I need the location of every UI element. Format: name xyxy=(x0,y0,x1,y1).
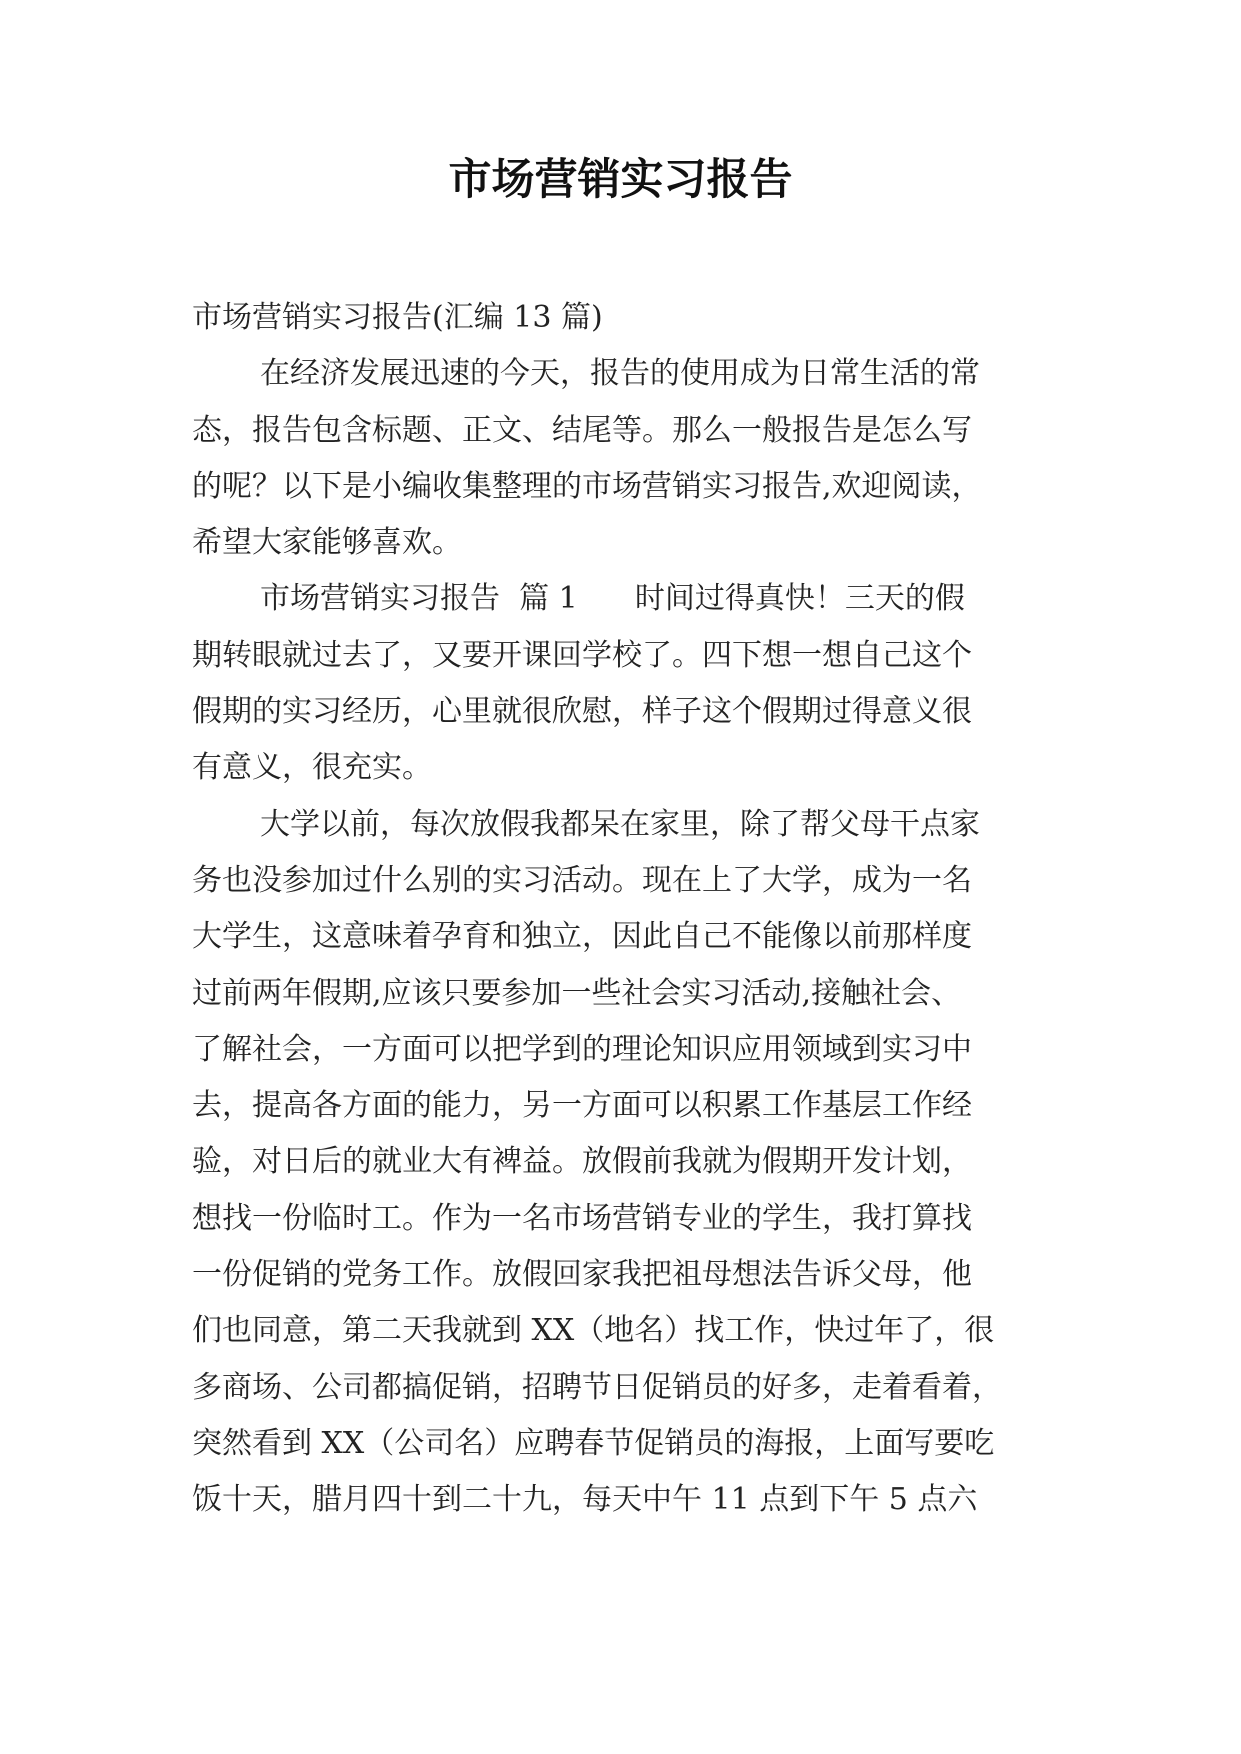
paragraph-line: 大学生，这意味着孕育和独立，因此自己不能像以前那样度 xyxy=(192,919,972,955)
document-title: 市场营销实习报告 xyxy=(448,155,793,205)
paragraph-line: 有意义，很充实。 xyxy=(192,750,432,786)
paragraph-line: 饭十天，腊月四十到二十九，每天中午 11 点到下午 5 点六 xyxy=(192,1482,978,1518)
paragraph-line: 一份促销的党务工作。放假回家我把祖母想法告诉父母，他 xyxy=(192,1257,972,1293)
paragraph-line: 了解社会，一方面可以把学到的理论知识应用领域到实习中 xyxy=(192,1031,972,1067)
paragraph-line: 过前两年假期,应该只要参加一些社会实习活动,接触社会、 xyxy=(192,975,962,1011)
paragraph-line: 期转眼就过去了，又要开课回学校了。四下想一想自己这个 xyxy=(192,637,972,673)
document-body xyxy=(192,290,1072,1529)
paragraph-line: 们也同意，第二天我就到 XX（地名）找工作，快过年了，很 xyxy=(192,1313,995,1349)
paragraph-line: 务也没参加过什么别的实习活动。现在上了大学，成为一名 xyxy=(192,862,972,898)
paragraph-line: 市场营销实习报告 篇 1 时间过得真快！三天的假 xyxy=(260,581,965,617)
paragraph-line: 假期的实习经历，心里就很欣慰，样子这个假期过得意义很 xyxy=(192,694,972,730)
paragraph-line: 去，提高各方面的能力，另一方面可以积累工作基层工作经 xyxy=(192,1088,972,1124)
paragraph-line: 突然看到 XX（公司名）应聘春节促销员的海报，上面写要吃 xyxy=(192,1425,995,1461)
paragraph-line: 态，报告包含标题、正文、结尾等。那么一般报告是怎么写 xyxy=(192,412,972,448)
subtitle-line: 市场营销实习报告(汇编 13 篇) xyxy=(192,300,603,335)
paragraph-line: 大学以前，每次放假我都呆在家里，除了帮父母干点家 xyxy=(260,806,980,842)
paragraph-line: 多商场、公司都搞促销，招聘节日促销员的好多，走着看着， xyxy=(192,1369,1002,1405)
paragraph-line: 在经济发展迅速的今天，报告的使用成为日常生活的常 xyxy=(260,356,980,392)
paragraph-line: 的呢？以下是小编收集整理的市场营销实习报告,欢迎阅读， xyxy=(192,468,982,504)
paragraph-line: 希望大家能够喜欢。 xyxy=(192,525,462,561)
paragraph-line: 验，对日后的就业大有裨益。放假前我就为假期开发计划， xyxy=(192,1144,972,1180)
paragraph-line: 想找一份临时工。作为一名市场营销专业的学生，我打算找 xyxy=(192,1200,972,1236)
